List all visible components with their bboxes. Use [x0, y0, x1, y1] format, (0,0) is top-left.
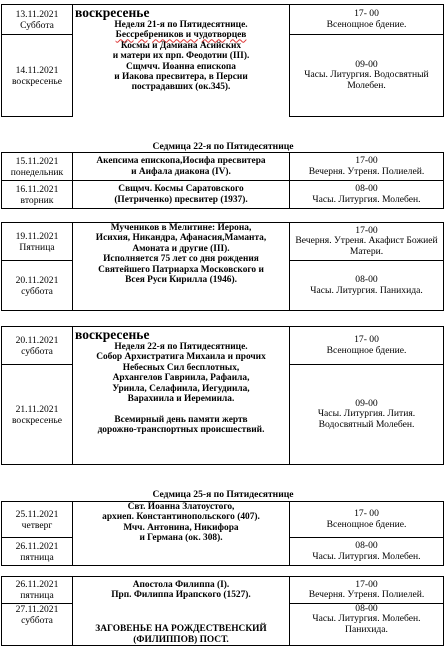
- date: 26.11.2021: [15, 579, 59, 590]
- event-line: Исихия, Никандра, Афанасия,Маманта,: [95, 233, 267, 244]
- service-time: 08-00: [355, 183, 378, 195]
- event-cell: [73, 604, 290, 646]
- date-cell: [2, 327, 73, 365]
- service-text: Вечерня. Утреня. Полиелей.: [308, 589, 425, 600]
- date: 13.11.2021: [15, 8, 59, 20]
- service-text: Всенощное бдение.: [326, 344, 407, 356]
- event-line: Всея Руси Кирилла (1946).: [125, 275, 237, 286]
- service-time: 08-00: [355, 540, 378, 552]
- schedule-block-2: [1, 152, 444, 209]
- date-cell: [2, 223, 73, 261]
- service-text: Всенощное бдение.: [326, 18, 407, 30]
- date-cell: [2, 261, 73, 311]
- service-cell: [290, 327, 444, 365]
- event-cell: [73, 5, 290, 117]
- event-line: и Германа (ок. 308).: [139, 533, 223, 544]
- date-cell: [2, 577, 73, 604]
- event-line: [74, 404, 288, 414]
- event-line: Варахиила и Иеремиила.: [127, 394, 235, 405]
- service-cell: [290, 261, 444, 311]
- event-title: воскресенье: [75, 327, 150, 342]
- event-line: и матери их прп. Феодотии (III).: [112, 51, 250, 62]
- schedule-block-5: [1, 501, 444, 566]
- event-line: Исполняется 75 лет со дня рождения: [103, 254, 259, 265]
- date-cell: [2, 35, 73, 117]
- service-cell: [290, 538, 444, 566]
- service-text: Вечерня. Утреня. Акафист Божией Матери.: [295, 235, 438, 257]
- service-text: Часы. Литургия. Молебен.: [312, 550, 421, 562]
- event-line: Акепсима епископа,Иосифа пресвитера: [96, 156, 266, 167]
- service-time: 17- 00: [354, 334, 379, 346]
- date: 19.11.2021: [15, 230, 59, 242]
- event-line: (Петриченко) пресвитер (1937).: [114, 194, 248, 205]
- service-time: 08-00: [355, 274, 378, 286]
- date: 20.11.2021: [15, 334, 59, 346]
- service-time: 17-00: [355, 578, 378, 590]
- weekday: воскресенье: [11, 75, 63, 87]
- event-title: воскресенье: [75, 5, 150, 20]
- weekday: Пятница: [19, 241, 55, 253]
- service-text: Часы. Литургия. Молебен. Панихида.: [312, 613, 421, 635]
- event-line: Собор Архистратига Михаила и прочих: [96, 352, 266, 363]
- event-line: Неделя 21-я по Пятидесятнице.: [114, 20, 248, 30]
- event-line: Неделя 22-я по Пятидесятнице.: [114, 342, 248, 352]
- weekday: Суббота: [20, 19, 54, 31]
- event-line: и Иакова пресвитера, в Персии: [114, 72, 248, 83]
- week-heading: Седмица 25-я по Пятидесятнице: [152, 489, 294, 500]
- weekday: суббота: [21, 615, 53, 626]
- date: 15.11.2021: [15, 155, 59, 167]
- date-cell: [2, 5, 73, 35]
- event-line: дорожно-транспортных происшествий.: [97, 425, 265, 436]
- event-cell: [73, 327, 290, 465]
- event-line: Свт. Иоанна Златоустого,: [127, 502, 235, 512]
- service-text: Часы. Литургия. Молебен.: [312, 193, 421, 205]
- service-text: Всенощное бдение.: [326, 518, 407, 530]
- event-line: Небесных Сил бесплотных,: [122, 362, 240, 373]
- service-time: 08-00: [355, 603, 378, 614]
- service-text: Часы. Литургия. Лития. Водосвятный Молебен.: [317, 408, 416, 430]
- weekday: суббота: [21, 285, 53, 297]
- service-time: 17-00: [355, 224, 378, 236]
- event-cell: [73, 223, 290, 311]
- service-cell: [290, 577, 444, 604]
- service-cell: [290, 604, 444, 646]
- date-cell: [2, 604, 73, 646]
- date: 27.11.2021: [15, 604, 59, 615]
- date: 21.11.2021: [15, 403, 59, 415]
- service-cell: [290, 35, 444, 117]
- date-cell: [2, 153, 73, 181]
- event-line: и Аифала диакона (IV).: [131, 166, 231, 177]
- schedule-block-1: [1, 4, 444, 117]
- event-line: Амоната и другие (III).: [132, 243, 230, 254]
- service-cell: [290, 5, 444, 35]
- service-text: Часы. Литургия. Водосвятный Молебен.: [304, 69, 429, 91]
- event-line: архиеп. Константинопольского (407).: [102, 512, 260, 523]
- event-cell: [73, 577, 290, 604]
- event-cell: [73, 502, 290, 566]
- service-text: Вечерня. Утреня. Полиелей.: [308, 165, 425, 177]
- date: 20.11.2021: [15, 274, 59, 286]
- event-line: Апостола Филиппа (I).: [132, 579, 230, 590]
- date-cell: [2, 538, 73, 566]
- service-cell: [290, 181, 444, 209]
- date: 25.11.2021: [15, 508, 59, 520]
- event-line: Уриила, Селафиила, Иегудиила,: [112, 383, 250, 394]
- event-line: ЗАГОВЕНЬЕ НА РОЖДЕСТВЕНСКИЙ: [95, 624, 267, 635]
- service-time: 17- 00: [354, 8, 379, 20]
- event-line: Прп. Филиппа Ирапского (1527).: [111, 590, 251, 601]
- service-time: 17-00: [355, 155, 378, 167]
- service-cell: [290, 223, 444, 261]
- event-line: Сщмчч. Иоанна епископа: [125, 61, 236, 72]
- service-cell: [290, 365, 444, 465]
- date-cell: [2, 365, 73, 465]
- date-cell: [2, 502, 73, 538]
- date: 26.11.2021: [15, 540, 59, 552]
- event-line: Мчч. Антонина, Никифора: [123, 522, 239, 533]
- event-line: Архангелов Гавриила, Рафаила,: [112, 373, 250, 384]
- service-cell: [290, 502, 444, 538]
- weekday: пятница: [20, 551, 54, 563]
- event-line: Святейшего Патриарха Московского и: [98, 264, 264, 275]
- weekday: пятница: [20, 590, 54, 601]
- weekday: вторник: [20, 194, 54, 206]
- schedule-block-6: [1, 576, 444, 646]
- date-cell: [2, 181, 73, 209]
- date: 16.11.2021: [15, 183, 59, 195]
- event-line: Бессребреников и чудотворцев: [115, 30, 247, 41]
- event-cell: [73, 153, 290, 181]
- service-time: 09-00: [355, 58, 378, 70]
- weekday: понедельник: [10, 166, 64, 178]
- event-line: Всемирный день памяти жертв: [114, 414, 248, 425]
- service-time: 17- 00: [354, 508, 379, 520]
- date: 14.11.2021: [15, 64, 59, 76]
- event-cell: [73, 181, 290, 209]
- service-time: 09-00: [355, 397, 378, 409]
- event-line: Свщмч. Космы Саратовского: [118, 184, 244, 195]
- event-line: Космы и Дамиана Асийских: [120, 40, 242, 51]
- service-text: Часы. Литургия. Панихида.: [310, 284, 423, 296]
- event-line: (ФИЛИППОВ) ПОСТ.: [133, 634, 229, 645]
- weekday: суббота: [21, 345, 53, 357]
- service-cell: [290, 153, 444, 181]
- schedule-block-3: [1, 222, 444, 311]
- event-line: пострадавших (ок.345).: [131, 82, 231, 93]
- week-heading: Седмица 22-я по Пятидесятнице: [152, 141, 294, 152]
- event-line: Мучеников в Мелитине: Иерона,: [110, 223, 252, 233]
- weekday: четверг: [21, 519, 53, 531]
- weekday: воскресенье: [11, 414, 63, 426]
- schedule-block-4: [1, 326, 444, 465]
